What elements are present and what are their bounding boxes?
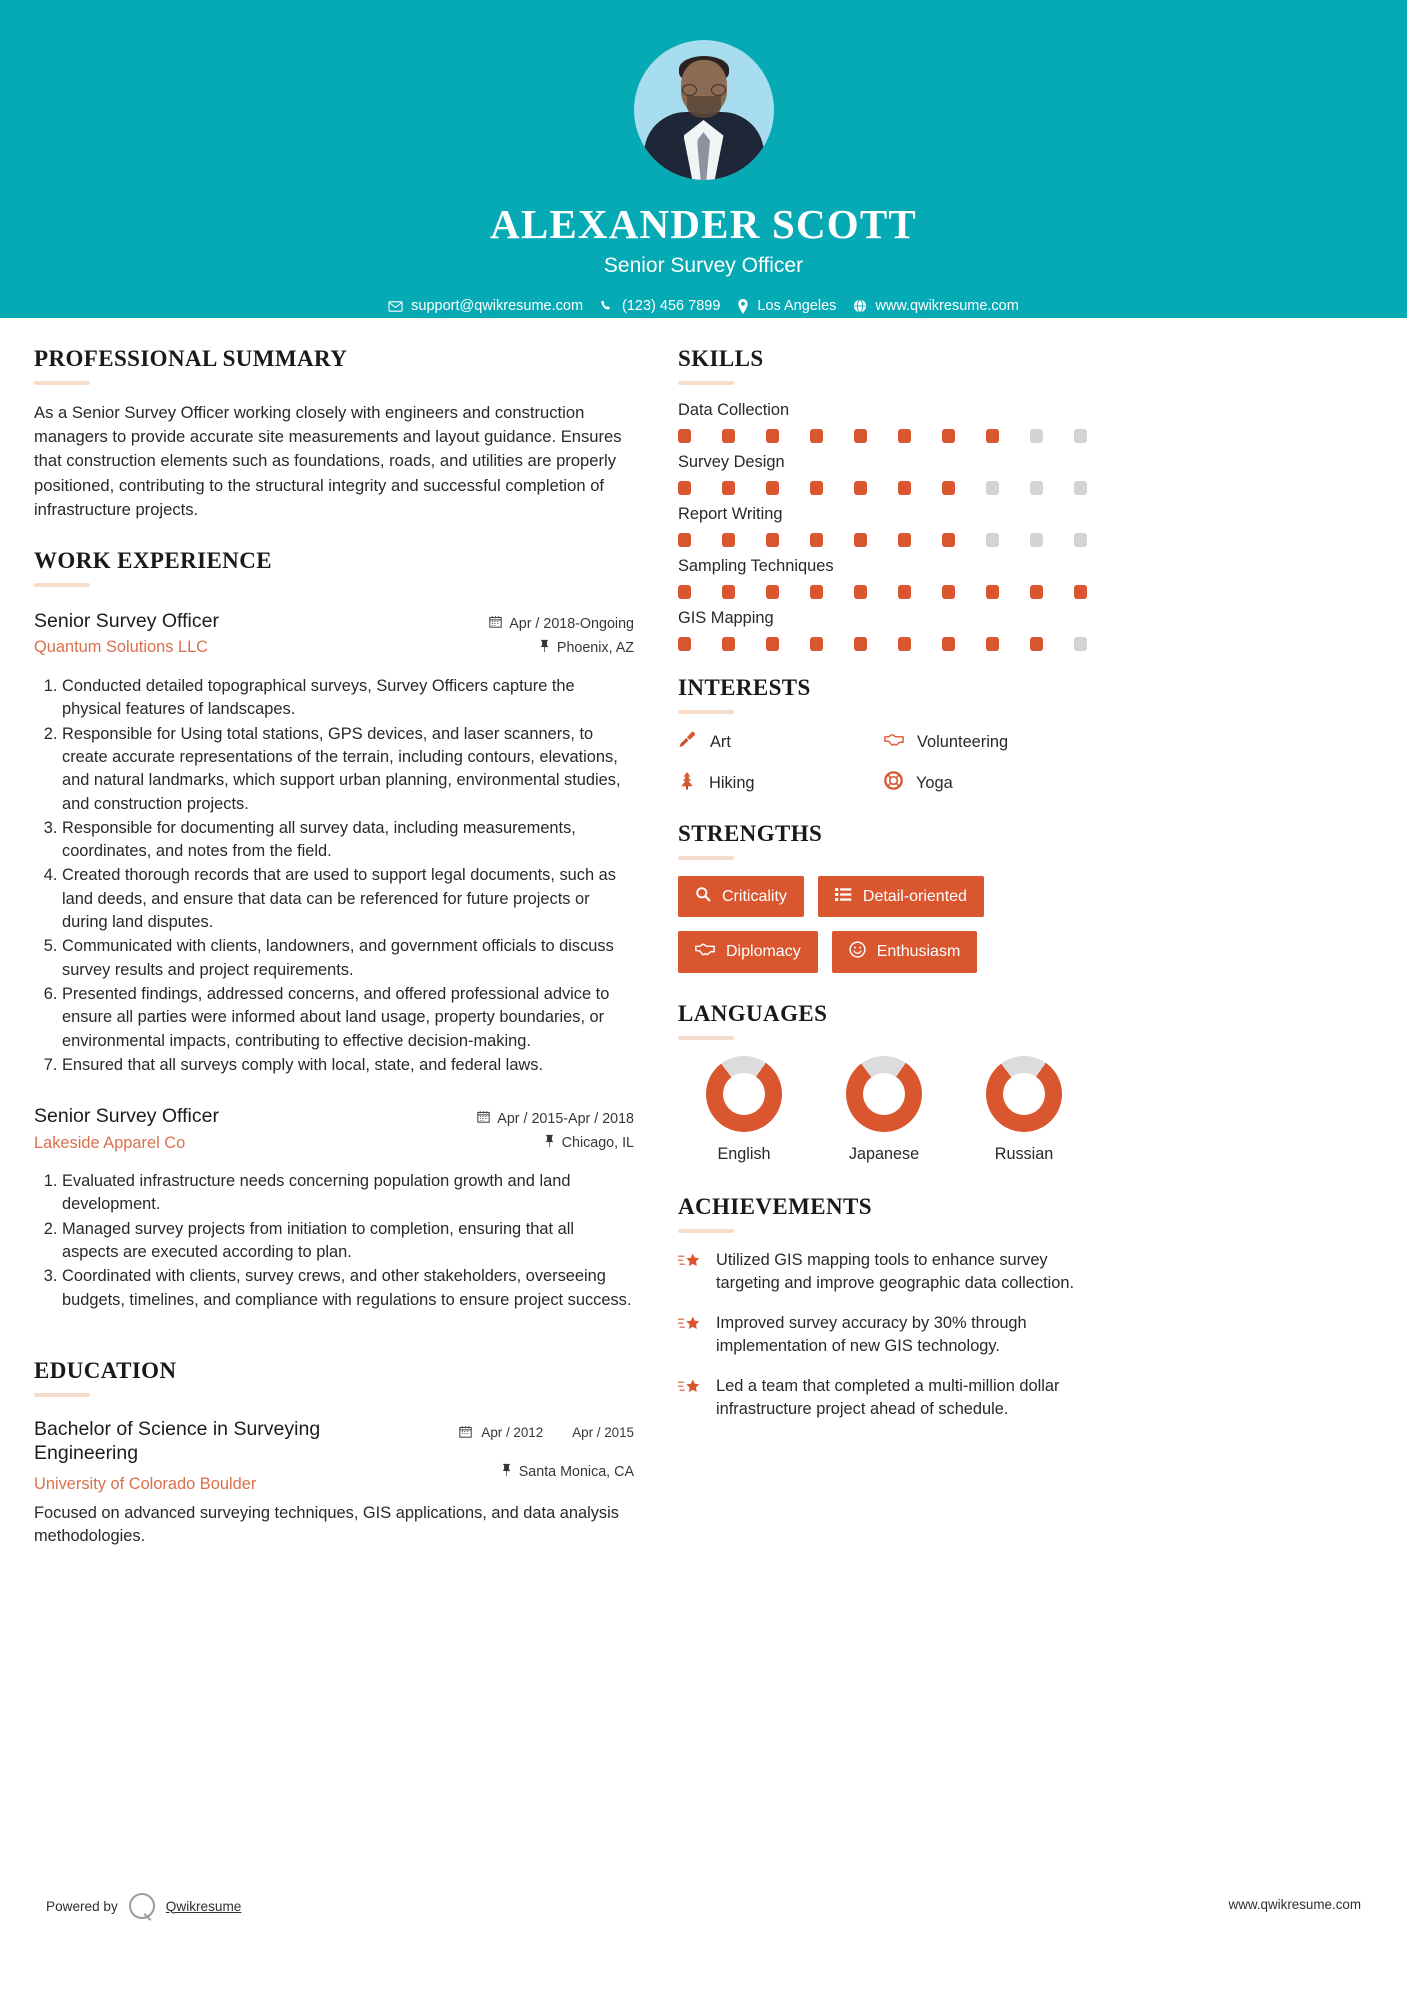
skill-dot <box>1074 585 1087 599</box>
interest-label: Art <box>710 732 731 751</box>
education-start-date: Apr / 2012 <box>481 1425 544 1441</box>
interest-label: Yoga <box>916 773 953 792</box>
location-pin-icon <box>737 299 749 314</box>
skill-dot <box>942 637 955 651</box>
section-rule <box>678 710 734 714</box>
glasses-icon <box>682 84 726 96</box>
skill-dot <box>986 533 999 547</box>
job-dates <box>489 615 634 632</box>
powered-by-label: Powered by <box>46 1898 118 1914</box>
skill-dot <box>854 585 867 599</box>
skill-item <box>678 453 1090 495</box>
summary-text: As a Senior Survey Officer working closely with engineers and construction managers to provide accurate site measurements and layout guidance. Ensures that construction elements such as foundations, roads, and utilities are properly positioned, contributing to the structural integrity and successful completion of infrastructure projects. <box>34 403 622 519</box>
strengths-heading: STRENGTHS <box>678 821 823 846</box>
strength-label: Diplomacy <box>726 943 801 960</box>
footer-powered-by <box>46 1893 241 1919</box>
education-heading: EDUCATION <box>34 1357 177 1383</box>
skill-dot <box>986 585 999 599</box>
mail-icon <box>388 299 403 314</box>
job-role-subtitle: Senior Survey Officer <box>603 254 804 277</box>
job-bullet: 2. Managed survey projects from initiation to completion, ensuring that all aspects are executed according to plan. <box>62 1218 634 1265</box>
interest-label: Volunteering <box>917 732 1009 751</box>
skill-label: Data Collection <box>678 401 790 419</box>
skills-heading: SKILLS <box>678 346 764 371</box>
interests-list <box>678 730 1090 795</box>
skill-dot <box>678 533 691 547</box>
skill-dot <box>678 637 691 651</box>
skill-dot <box>678 481 691 495</box>
map-pin-icon <box>539 639 550 656</box>
job-location-text: Chicago, IL <box>561 1134 634 1151</box>
handshake-icon <box>695 941 715 963</box>
skill-item <box>678 505 1090 547</box>
section-education <box>34 1358 634 1549</box>
handshake-icon <box>884 731 904 754</box>
lifebuoy-icon <box>884 771 903 795</box>
section-interests <box>678 675 1090 795</box>
skill-dot <box>854 533 867 547</box>
experience-heading: WORK EXPERIENCE <box>34 548 272 574</box>
job-dates-text: Apr / 2015-Apr / 2018 <box>497 1110 634 1127</box>
contact-website-text: www.qwikresume.com <box>875 298 1019 314</box>
language-item <box>958 1056 1090 1164</box>
skill-dot <box>1030 533 1043 547</box>
skill-dot <box>810 429 823 443</box>
language-label: Russian <box>994 1145 1054 1163</box>
skill-dot <box>1030 429 1043 443</box>
contact-location <box>737 298 836 314</box>
section-professional-summary <box>34 346 634 522</box>
job-dates <box>477 1110 634 1127</box>
contact-email[interactable] <box>388 298 583 314</box>
skill-dot <box>854 481 867 495</box>
job-bullets <box>34 675 634 1077</box>
skill-dot <box>1074 429 1087 443</box>
map-pin-icon <box>544 1134 555 1151</box>
skill-dot <box>766 533 779 547</box>
section-rule <box>34 1393 90 1397</box>
section-rule <box>34 583 90 587</box>
strength-badge-diplomacy <box>678 931 818 973</box>
strength-badge-enthusiasm <box>832 931 978 973</box>
skill-item <box>678 557 1090 599</box>
achievement-text: Led a team that completed a multi-million dollar infrastructure project ahead of schedule. <box>716 1376 1060 1418</box>
strength-badge-criticality <box>678 876 804 917</box>
achievements-heading: ACHIEVEMENTS <box>678 1194 872 1219</box>
job-bullet: 5. Communicated with clients, landowners, and government officials to discuss survey results and project requirements. <box>62 935 634 982</box>
skill-dot <box>1030 481 1043 495</box>
skill-label: Survey Design <box>678 453 785 471</box>
section-strengths <box>678 821 1090 973</box>
strengths-list <box>678 876 1090 973</box>
skill-dot <box>898 637 911 651</box>
skill-dot <box>854 637 867 651</box>
achievement-text: Utilized GIS mapping tools to enhance survey targeting and improve geographic data collection. <box>716 1251 1075 1292</box>
job-bullet: 1. Conducted detailed topographical surveys, Survey Officers capture the physical features of landscapes. <box>62 675 634 722</box>
achievement-item <box>678 1312 1090 1358</box>
education-location-text: Santa Monica, CA <box>518 1463 634 1480</box>
job-dates-text: Apr / 2018-Ongoing <box>509 615 634 632</box>
skill-label: Sampling Techniques <box>678 557 834 575</box>
resume-body <box>0 318 1407 1549</box>
avatar <box>634 40 774 180</box>
interest-item <box>884 730 1090 754</box>
job-bullet: 3. Coordinated with clients, survey crews, and other stakeholders, overseeing budgets, timelines, and compliance with regulations to ensure project success. <box>62 1265 634 1312</box>
languages-heading: LANGUAGES <box>678 1001 828 1026</box>
skill-rating <box>678 481 1090 495</box>
section-rule <box>678 856 734 860</box>
strength-badge-detail-oriented <box>818 876 984 917</box>
section-achievements <box>678 1194 1090 1421</box>
section-rule <box>678 381 734 385</box>
job-bullet: 7. Ensured that all surveys comply with local, state, and federal laws. <box>62 1054 634 1077</box>
interest-item <box>678 771 884 795</box>
education-entry <box>34 1417 634 1549</box>
skill-item <box>678 609 1090 651</box>
skill-dot <box>898 585 911 599</box>
job-bullet: 2. Responsible for Using total stations, GPS devices, and laser scanners, to create accurate representations of the terrain, including contours, elevations, and natural landmarks, which support urban planning, environmental studies, and construction projects. <box>62 723 634 816</box>
skill-rating <box>678 533 1090 547</box>
skill-dot <box>810 481 823 495</box>
skill-dot <box>766 429 779 443</box>
phone-icon <box>600 299 614 313</box>
skill-dot <box>810 533 823 547</box>
education-school: University of Colorado Boulder <box>34 1475 257 1494</box>
job-entry <box>34 609 634 1077</box>
contact-phone-text: (123) 456 7899 <box>622 298 721 314</box>
job-location-text: Phoenix, AZ <box>556 639 634 656</box>
contact-website[interactable] <box>853 298 1018 314</box>
left-column <box>34 346 634 1549</box>
skill-dot <box>766 637 779 651</box>
shooting-star-icon <box>678 1375 702 1421</box>
shooting-star-icon <box>678 1249 702 1295</box>
avatar-beard <box>687 96 721 118</box>
calendar-icon <box>489 615 502 632</box>
section-rule <box>678 1036 734 1040</box>
paintbrush-icon <box>678 730 697 754</box>
skill-dot <box>942 429 955 443</box>
language-donut-chart <box>986 1056 1062 1132</box>
job-location <box>489 639 634 656</box>
job-bullets <box>34 1170 634 1312</box>
contact-email-text: support@qwikresume.com <box>411 298 584 314</box>
job-entry <box>34 1104 634 1312</box>
strength-label: Criticality <box>722 887 787 905</box>
job-company: Lakeside Apparel Co <box>34 1133 186 1152</box>
skill-dot <box>722 481 735 495</box>
skill-dot <box>678 429 691 443</box>
job-bullet: 6. Presented findings, addressed concerns, and offered professional advice to ensure all parties were informed about land usage, property boundaries, or environmental impacts, contributing to effective decision-making. <box>62 983 634 1053</box>
skill-dot <box>898 481 911 495</box>
interest-item <box>678 730 884 754</box>
globe-icon <box>853 299 867 313</box>
right-column <box>678 346 1090 1549</box>
languages-list <box>678 1056 1090 1164</box>
calendar-icon <box>477 1110 490 1127</box>
footer-website: www.qwikresume.com <box>1228 1897 1361 1912</box>
interests-heading: INTERESTS <box>678 675 811 700</box>
skill-dot <box>810 637 823 651</box>
page-title: ALEXANDER SCOTT <box>490 201 917 247</box>
shooting-star-icon <box>678 1312 702 1358</box>
pine-tree-icon <box>678 771 696 795</box>
skill-dot <box>810 585 823 599</box>
contact-phone[interactable] <box>600 298 720 314</box>
qwikresume-logo-icon <box>129 1893 155 1919</box>
skill-dot <box>722 533 735 547</box>
section-rule <box>678 1229 734 1233</box>
section-rule <box>34 381 90 385</box>
interest-item <box>884 771 1090 795</box>
skill-dot <box>986 637 999 651</box>
skill-dot <box>898 429 911 443</box>
skill-dot <box>678 585 691 599</box>
skill-dot <box>1030 585 1043 599</box>
education-end-date: Apr / 2015 <box>572 1425 634 1441</box>
smiley-icon <box>849 941 866 963</box>
skill-dot <box>1074 637 1087 651</box>
interest-label: Hiking <box>709 773 755 792</box>
section-languages <box>678 1001 1090 1164</box>
job-bullet: 3. Responsible for documenting all survey data, including measurements, coordinates, and notes from the field. <box>62 817 634 864</box>
job-bullet: 1. Evaluated infrastructure needs concerning population growth and land development. <box>62 1170 634 1217</box>
job-title: Senior Survey Officer <box>34 610 219 633</box>
job-bullet: 4. Created thorough records that are used to support legal documents, such as land deeds, and ensure that data can be referenced for future projects or during land disputes. <box>62 864 634 934</box>
achievement-item <box>678 1375 1090 1421</box>
education-description: Focused on advanced surveying techniques, GIS applications, and data analysis methodologies. <box>34 1504 619 1546</box>
job-location <box>477 1134 634 1151</box>
skill-rating <box>678 637 1090 651</box>
skills-list <box>678 401 1090 651</box>
search-icon <box>695 886 711 907</box>
language-label: English <box>717 1145 771 1163</box>
job-company: Quantum Solutions LLC <box>34 638 209 657</box>
education-dates <box>459 1425 634 1441</box>
language-label: Japanese <box>848 1145 920 1163</box>
section-skills <box>678 346 1090 651</box>
skill-dot <box>1074 481 1087 495</box>
education-location <box>459 1463 634 1480</box>
skill-item <box>678 401 1090 443</box>
language-donut-chart <box>846 1056 922 1132</box>
skill-dot <box>766 585 779 599</box>
strength-label: Enthusiasm <box>876 943 961 960</box>
achievement-text: Improved survey accuracy by 30% through implementation of new GIS technology. <box>716 1313 1027 1355</box>
strength-label: Detail-oriented <box>862 887 967 905</box>
section-work-experience <box>34 548 634 1312</box>
calendar-icon <box>459 1425 472 1441</box>
skill-dot <box>1030 637 1043 651</box>
skill-dot <box>766 481 779 495</box>
skill-dot <box>854 429 867 443</box>
contact-location-text: Los Angeles <box>757 298 837 314</box>
skill-rating <box>678 429 1090 443</box>
qwikresume-link[interactable]: Qwikresume <box>165 1898 242 1914</box>
skill-dot <box>942 585 955 599</box>
language-donut-chart <box>706 1056 782 1132</box>
skill-dot <box>722 585 735 599</box>
contact-bar <box>0 298 1407 314</box>
skill-dot <box>986 481 999 495</box>
education-degree: Bachelor of Science in Surveying Engineering <box>34 1417 321 1465</box>
skill-dot <box>722 429 735 443</box>
skill-dot <box>942 533 955 547</box>
resume-header <box>0 0 1407 318</box>
skill-dot <box>986 429 999 443</box>
skill-dot <box>942 481 955 495</box>
summary-heading: PROFESSIONAL SUMMARY <box>34 346 348 371</box>
skill-dot <box>1074 533 1087 547</box>
language-item <box>678 1056 810 1164</box>
skill-rating <box>678 585 1090 599</box>
language-item <box>818 1056 950 1164</box>
achievements-list <box>678 1249 1090 1421</box>
skill-dot <box>898 533 911 547</box>
achievement-item <box>678 1249 1090 1295</box>
skill-label: GIS Mapping <box>678 609 774 627</box>
list-icon <box>835 887 852 907</box>
skill-label: Report Writing <box>678 505 783 523</box>
map-pin-icon <box>501 1463 512 1480</box>
job-title: Senior Survey Officer <box>34 1105 219 1128</box>
skill-dot <box>722 637 735 651</box>
